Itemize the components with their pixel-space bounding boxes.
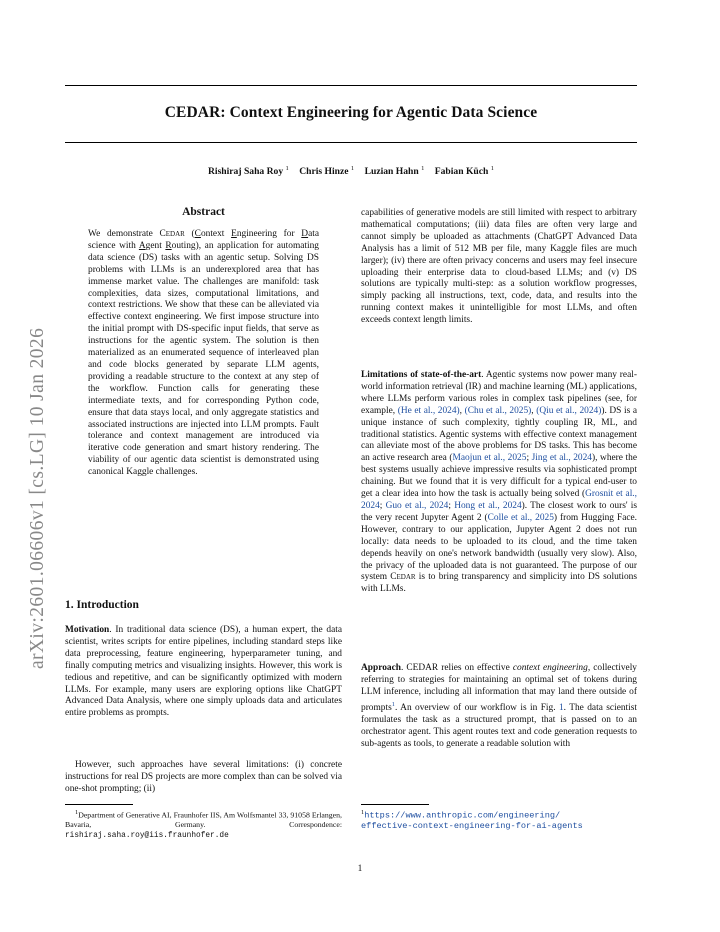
citation-link[interactable]: Grosnit et al., 2024 bbox=[361, 489, 637, 511]
abstract-body: We demonstrate Cedar (Context Engineering for Data science with Agent Routing), an application for automating data science (DS) tasks with an agentic setup. Solving DS problems with LLMs is an underexplored area that has immense market value. The challenges are manifold: task complexities, data sizes, computational limitations, and context restrictions. We show that these can be alleviated via effective context engineering. We first impose structure into the initial prompt with DS-specific input fields, that serve as instructions for the agentic system. The solution is then materialized as an enumerated sequence of interleaved plan and code blocks generated by separate LLM agents, providing a readable structure to the context at any step of the workflow. Function calls for generating these intermediate texts, and for corresponding Python code, ensure that data stays local, and only aggregate statistics and associated instructions are injected into LLM prompts. Fault tolerance and context management are introduced via iterative code generation and smart history rendering. The viability of our agentic data scientist is demonstrated using canonical Kaggle challenges. bbox=[88, 229, 320, 478]
author: Luzian Hahn $^1$ bbox=[364, 165, 425, 178]
figure-link[interactable]: 1 bbox=[558, 702, 564, 713]
citation-link[interactable]: (Chu et al., 2025) bbox=[464, 405, 532, 416]
approach-paragraph: Approach. CEDAR relies on effective context engineering, collectively referring to strategies for maintaining an optimal set of tokens during LLM inference, including all information that may land there outside of prompts$^1$. An overview of our workflow is in Fig. 1. The data scientist formulates the task as a structured prompt, that is passed on to an orchestrator agent. This agent routes text and code generation requests to sub-agents as tools, to generate a readable solution with bbox=[361, 663, 637, 749]
abstract-heading: Abstract bbox=[182, 206, 225, 218]
citation-link[interactable]: (He et al., 2024) bbox=[397, 405, 460, 416]
citation-link[interactable]: Guo et al., 2024 bbox=[385, 500, 449, 511]
citation-link[interactable]: Colle et al., 2025 bbox=[487, 512, 554, 523]
footnote-rule bbox=[65, 804, 133, 805]
section-heading: 1. Introduction bbox=[65, 599, 139, 611]
url-link[interactable]: https://www.anthropic.com/engineering/ bbox=[364, 810, 561, 821]
paper-title: CEDAR: Context Engineering for Agentic Data Science bbox=[164, 104, 538, 121]
page-number: 1 bbox=[357, 864, 363, 874]
url-footnote: $^1$https://www.anthropic.com/engineering/ effective-context-engineering-for-ai-agents bbox=[361, 809, 583, 832]
motivation-paragraph: Motivation. In traditional data science (DS), a human expert, the data scientist, writes scripts for entire pipelines, including standard steps like data preprocessing, feature engineering, hyperparameter tuning, and finally computing metrics and visualizing insights. However, this work is tedious and repetitive, and can be significantly optimized with modern LLMs. For example, many users are exploring options like ChatGPT Advanced Data Analysis, where one simply uploads data and articulates entire problems as prompts. bbox=[65, 625, 342, 719]
top-rule bbox=[65, 85, 637, 86]
limitations-paragraph: However, such approaches have several limitations: (i) concrete instructions for real DS projects are more complex than can be solved via one-shot prompting; (ii) bbox=[65, 760, 342, 794]
footnote-rule bbox=[361, 804, 429, 805]
footnote-link[interactable]: 1 bbox=[391, 700, 395, 708]
citation-link[interactable]: Hong et al., 2024 bbox=[454, 500, 522, 511]
author-list bbox=[65, 165, 637, 177]
author: Fabian Küch $^1$ bbox=[434, 165, 495, 178]
author: Chris Hinze $^1$ bbox=[299, 165, 355, 178]
author: Rishiraj Saha Roy $^1$ bbox=[207, 165, 289, 178]
title-bottom-rule bbox=[65, 142, 637, 143]
affiliation-footnote: $^1$Department of Generative AI, Fraunhofer IIS, Am Wolfsmantel 33, 91058 Erlangen, Bavaria, Germany. Correspondence: rishiraj.saha.roy@iis.fraunhofer.de bbox=[65, 809, 342, 840]
citation-link[interactable]: (Qiu et al., 2024) bbox=[536, 405, 602, 416]
citation-link[interactable]: Jing et al., 2024 bbox=[531, 453, 592, 464]
citation-link[interactable]: Maojun et al., 2025 bbox=[452, 453, 527, 464]
sota-paragraph: Limitations of state-of-the-art. Agentic systems now power many real-world information retrieval (IR) and machine learning (ML) applications, where LLMs perform various roles in complex task pipelines (see, for example, (He et al., 2024), (Chu et al., 2025), (Qiu et al., 2024)). DS is a unique instance of such complexity, tightly coupling IR, ML, and traditional statistics. Agentic systems with effective context management can alleviate most of the above problems for DS tasks. This has become an active research area (Maojun et al., 2025; Jing et al., 2024), where the best systems usually achieve impressive results via sophisticated prompt chaining. But we found that it is very difficult for a typical end-user to get a clear idea into how the task is actually being solved (Grosnit et al., 2024; Guo et al., 2024; Hong et al., 2024). The closest work to ours' is the very recent Jupyter Agent 2 (Colle et al., 2025) from Hugging Face. However, contrary to our application, Jupyter Agent 2 does not run locally: data needs to be uploaded to its cloud, and the time taken depends heavily on one's network bandwidth (usually very slow). Also, the privacy of the uploaded data is not guaranteed. The purpose of our system Cedar is to bring transparency and simplicity into DS solutions with LLMs. bbox=[361, 370, 638, 595]
continuation-paragraph: capabilities of generative models are still limited with respect to arbitrary mathematical computations; (iii) data files are often very large and cannot simply be uploaded as attachments (ChatGPT Advanced Data Analysis has a limit of 512 MB per file, many Kaggle files are much larger); (iv) there are often privacy concerns and users may feel insecure uploading their enterprise data to cloud-based LLMs; and (v) DS solutions are typically multi-step: as a solution workflow progresses, simply packing all instructions, text, code, data, and results into the running context makes it unintelligible for most LLMs, and often exceeds context length limits. bbox=[361, 208, 637, 326]
arxiv-stamp: arXiv:2601.06606v1 [cs.LG] 10 Jan 2026 bbox=[27, 327, 48, 669]
url-link[interactable]: effective-context-engineering-for-ai-agents bbox=[361, 821, 583, 832]
